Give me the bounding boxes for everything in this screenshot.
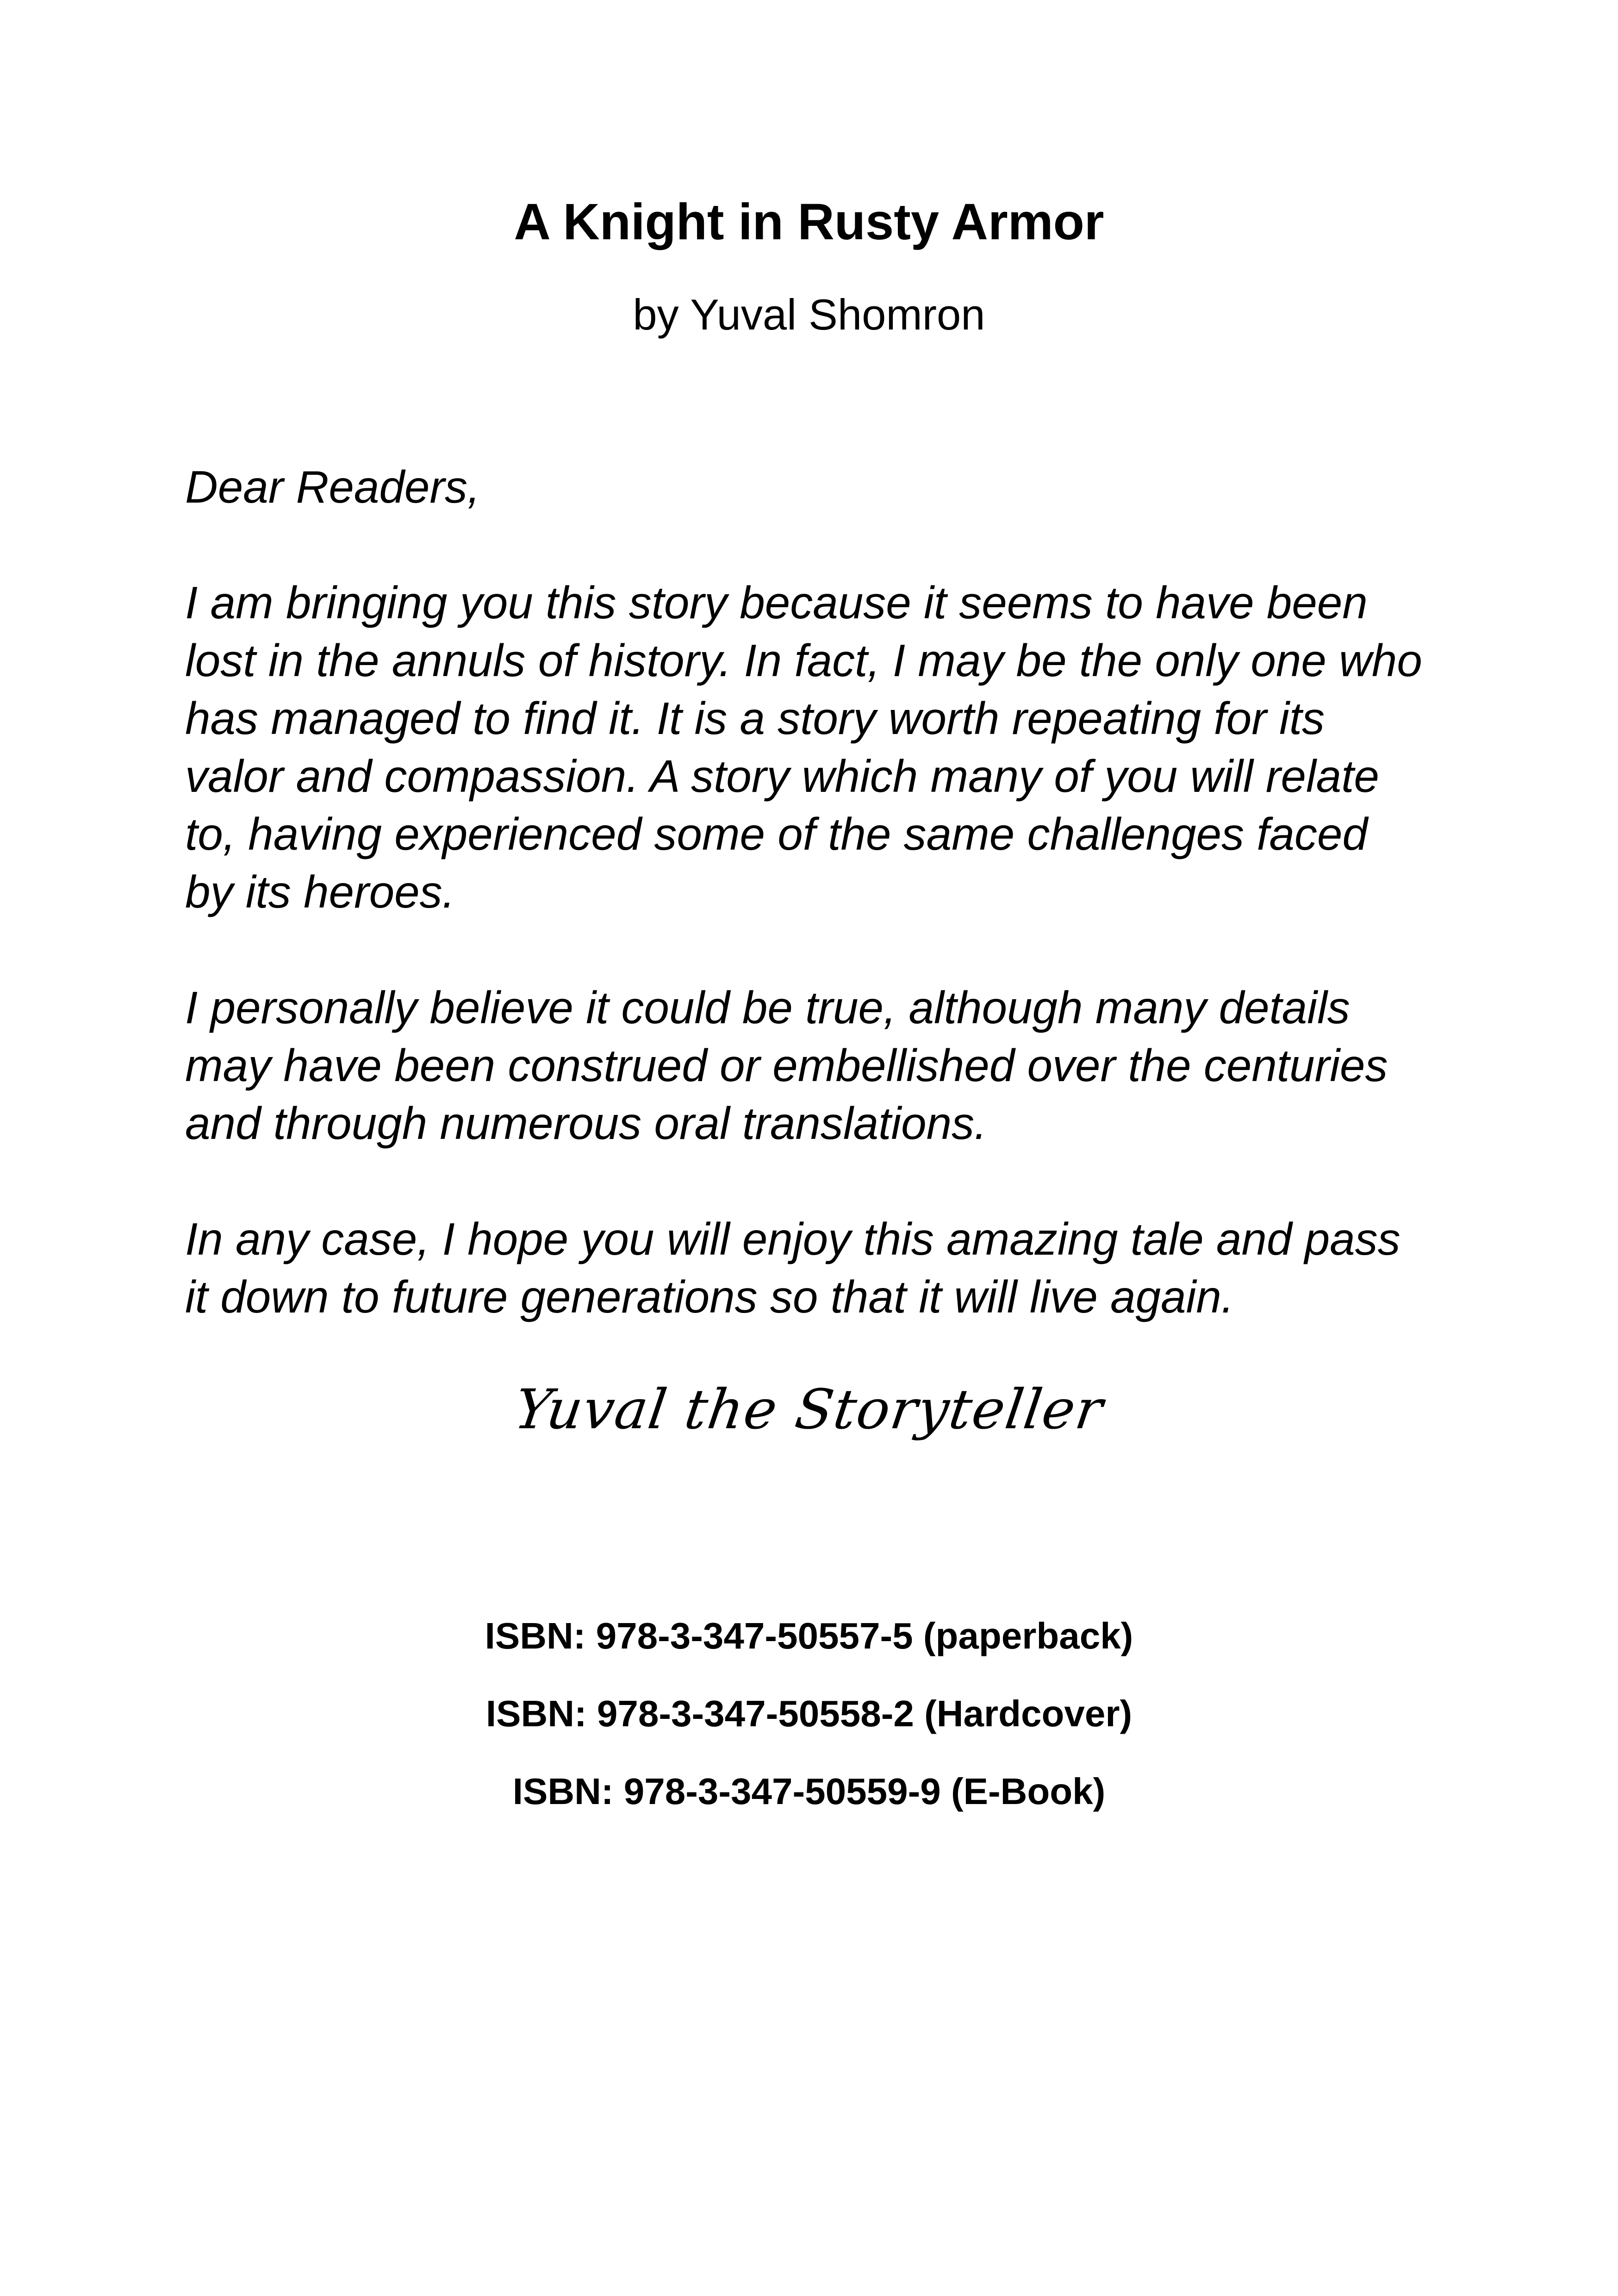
book-title: A Knight in Rusty Armor [514, 193, 1104, 250]
letter-paragraph: In any case, I hope you will enjoy this amazing tale and pass it down to future generations so that it will live again. [185, 1213, 1400, 1322]
isbn-hardcover: ISBN: 978-3-347-50558-2 (Hardcover) [485, 1693, 1133, 1734]
isbn-list [0, 1611, 1618, 1844]
signature: Yuval the Storyteller [510, 1377, 1108, 1441]
letter-paragraph: I am bringing you this story because it seems to have been lost in the annuls of history. In fact, I may be the only one who has managed to find it. It is a story worth repeating for its valor and compassion. A story which many of you will relate to, having experienced some of the same challenges faced by its heroes. [185, 577, 1422, 917]
letter-salutation: Dear Readers, [185, 461, 480, 512]
letter-to-readers [185, 458, 1481, 1384]
book-author: by Yuval Shomron [633, 290, 985, 339]
isbn-paperback: ISBN: 978-3-347-50557-5 (paperback) [485, 1615, 1133, 1656]
letter-paragraph: I personally believe it could be true, although many details may have been construed or embellished over the centuries and through numerous oral translations. [185, 982, 1388, 1149]
isbn-ebook: ISBN: 978-3-347-50559-9 (E-Book) [512, 1771, 1106, 1812]
